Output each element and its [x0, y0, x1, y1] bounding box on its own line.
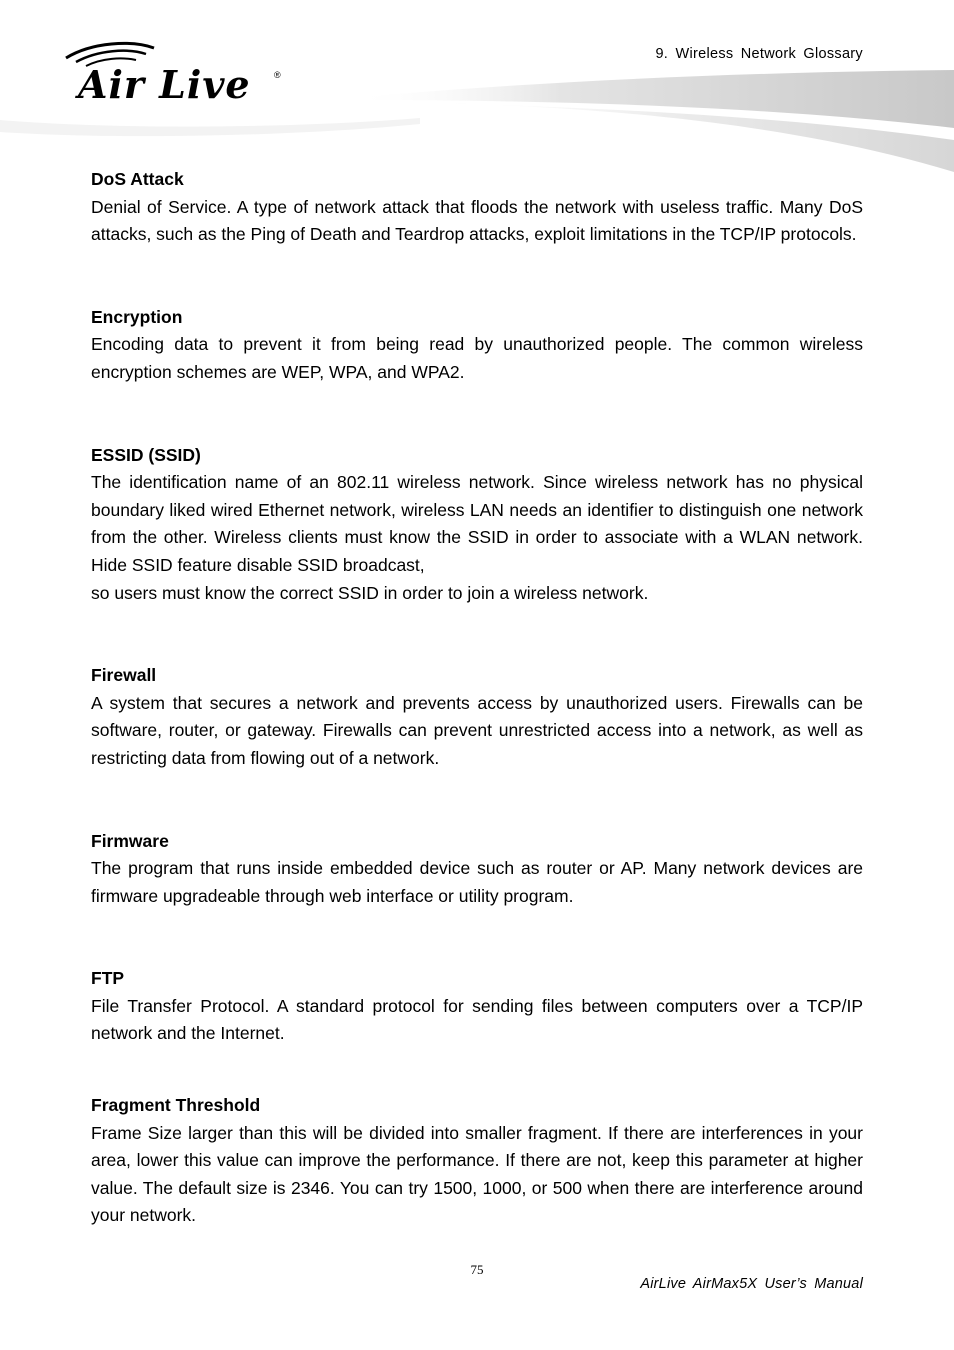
registered-mark: ®	[274, 70, 281, 80]
glossary-entry-firmware	[91, 828, 863, 911]
glossary-entry-encryption	[91, 304, 863, 387]
glossary-definition: File Transfer Protocol. A standard protocol for sending files between computers over a TCP/IP network and the Internet.	[91, 995, 863, 1044]
glossary-entry-fragment-threshold	[91, 1092, 863, 1230]
glossary-term: DoS Attack	[91, 169, 184, 189]
glossary-definition: Encoding data to prevent it from being read by unauthorized people. The common wireless encryption schemes are WEP, WPA, and WPA2.	[91, 334, 863, 382]
glossary-term: Fragment Threshold	[91, 1095, 261, 1116]
glossary-entry-dos-attack	[91, 166, 863, 249]
glossary-term: ESSID (SSID)	[91, 444, 201, 465]
glossary-definition: Frame Size larger than this will be divided into smaller fragment. If there are interferences in your area, lower this value can improve the performance. If there are not, keep this parameter at higher value. The default size is 2346. You can try 1500, 1000, or 500 when there are interference around your network.	[91, 1122, 863, 1226]
footer-manual-title: AirLive AirMax5X User’s Manual	[640, 1276, 863, 1292]
page-number: 75	[470, 1262, 484, 1277]
section-title: 9. Wireless Network Glossary	[655, 46, 863, 62]
glossary-content	[91, 166, 863, 1230]
airlive-logo: Air Live	[78, 62, 251, 107]
glossary-definition: A system that secures a network and prevents access by unauthorized users. Firewalls can be software, router, or gateway. Firewalls can prevent unrestricted access into a network, as well as restricting data from flowing out of a network.	[91, 692, 863, 768]
glossary-entry-essid	[91, 442, 863, 608]
glossary-term: FTP	[91, 968, 125, 989]
glossary-definition: The program that runs inside embedded device such as router or AP. Many network devices are firmware upgradeable through web interface or utility program.	[91, 858, 863, 906]
glossary-definition: Denial of Service. A type of network attack that floods the network with useless traffic. Many DoS attacks, such as the Ping of Death and Teardrop attacks, exploit limitations in the TCP/IP protocols.	[91, 196, 863, 245]
glossary-entry-ftp	[91, 965, 863, 1048]
glossary-definition-continued: so users must know the correct SSID in order to join a wireless network.	[91, 582, 649, 603]
glossary-term: Firmware	[91, 830, 169, 851]
glossary-entry-firewall	[91, 662, 863, 772]
glossary-term: Firewall	[91, 665, 157, 686]
glossary-term: Encryption	[91, 306, 183, 327]
glossary-definition: The identification name of an 802.11 wireless network. Since wireless network has no physical boundary liked wired Ethernet network, wireless LAN needs an identifier to distinguish one network from the other. Wireless clients must know the SSID in order to associate with a WLAN network. Hide SSID feature disable SSID broadcast,	[91, 472, 863, 575]
